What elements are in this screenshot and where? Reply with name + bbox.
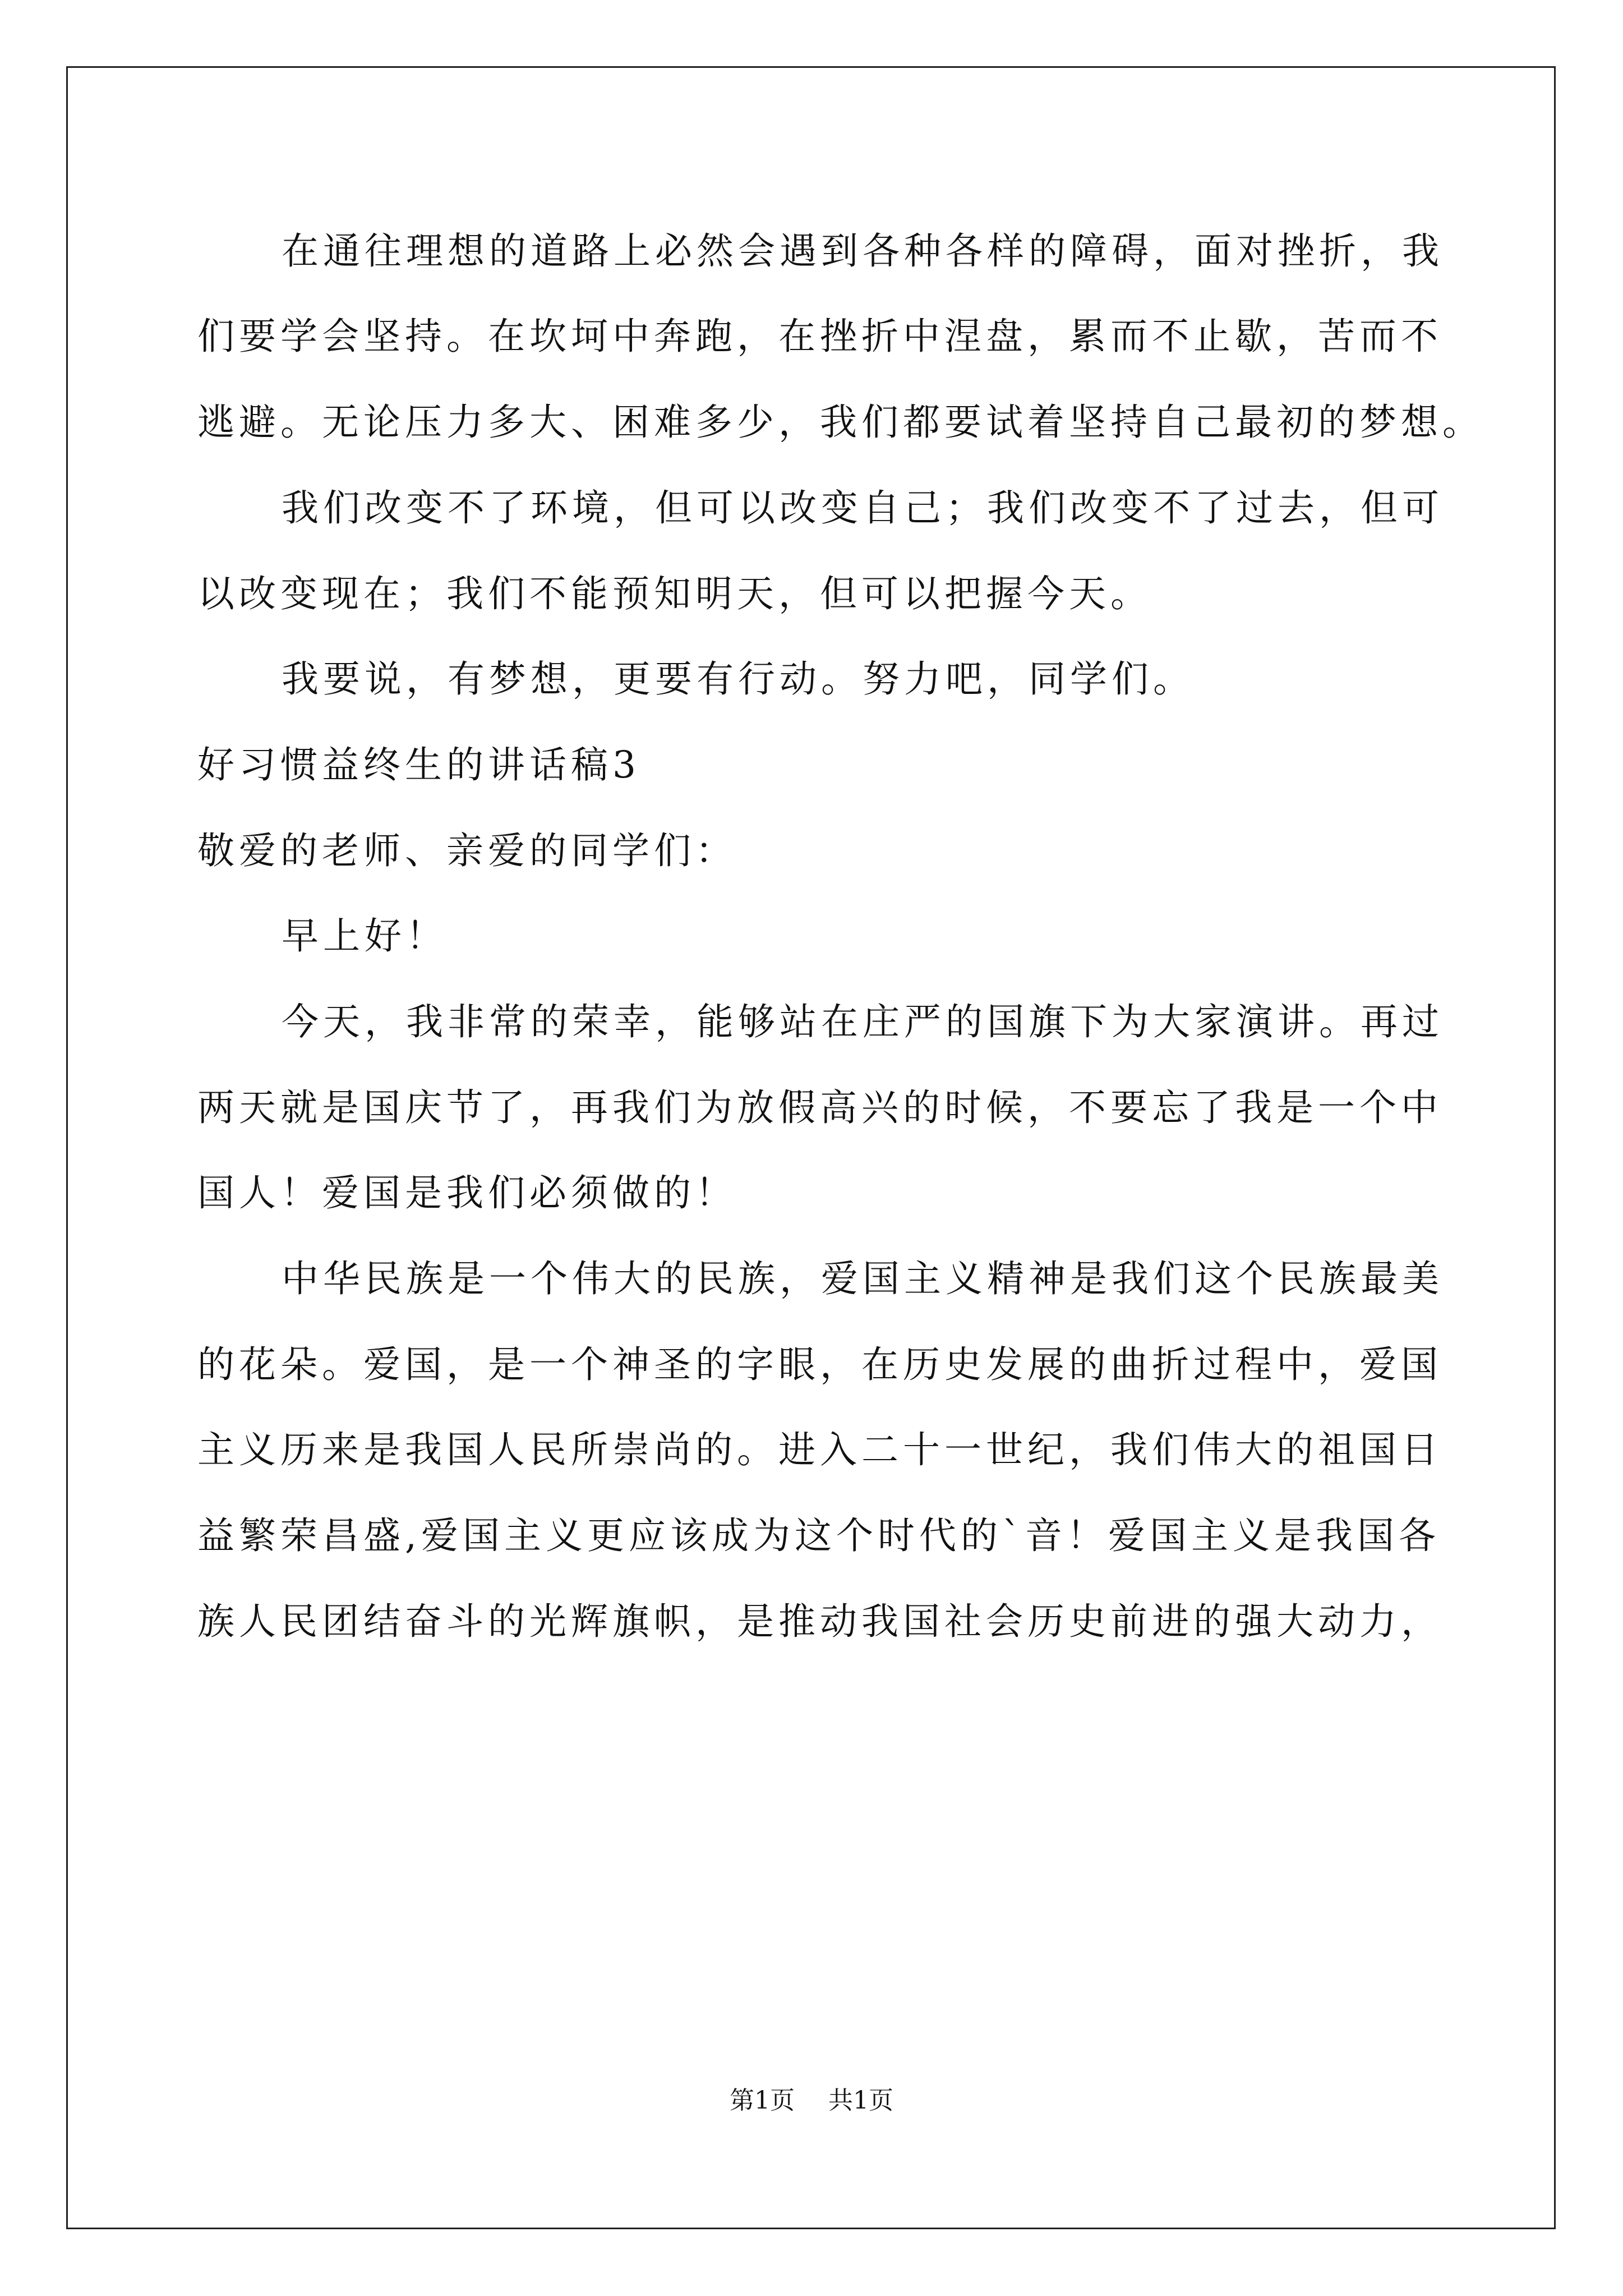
- paragraph-line: 们要学会坚持。在坎坷中奔跑，在挫折中涅盘，累而不止歇，苦而不: [197, 315, 1442, 358]
- paragraph-line: 以改变现在；我们不能预知明天，但可以把握今天。: [197, 572, 1152, 615]
- paragraph-line: 今天，我非常的荣幸，能够站在庄严的国旗下为大家演讲。再过: [282, 1000, 1444, 1043]
- paragraph-line: 的花朵。爱国，是一个神圣的字眼，在历史发展的曲折过程中，爱国: [197, 1343, 1442, 1386]
- salutation: 敬爱的老师、亲爱的同学们：: [197, 829, 737, 872]
- paragraph-line: 在通往理想的道路上必然会遇到各种各样的障碍，面对挫折，我: [282, 229, 1444, 273]
- paragraph-line: 国人！爱国是我们必须做的！: [197, 1171, 737, 1214]
- greeting: 早上好！: [282, 914, 448, 958]
- paragraph-line: 两天就是国庆节了，再我们为放假高兴的时候，不要忘了我是一个中: [197, 1086, 1442, 1129]
- paragraph-line: 主义历来是我国人民所崇尚的。进入二十一世纪，我们伟大的祖国日: [197, 1428, 1442, 1471]
- page-footer: [0, 2086, 1623, 2116]
- paragraph-line: 我们改变不了环境，但可以改变自己；我们改变不了过去，但可: [282, 486, 1444, 530]
- paragraph-line: 中华民族是一个伟大的民族，爱国主义精神是我们这个民族最美: [282, 1257, 1444, 1300]
- paragraph-line: 益繁荣昌盛,爱国主义更应该成为这个时代的`音！爱国主义是我国各: [197, 1514, 1440, 1557]
- page-total: 共1页: [828, 2086, 893, 2115]
- page-border: [66, 66, 1556, 2229]
- page-number: 第1页: [730, 2086, 795, 2115]
- paragraph-line: 逃避。无论压力多大、困难多少，我们都要试着坚持自己最初的梦想。: [197, 401, 1484, 444]
- paragraph-line: 族人民团结奋斗的光辉旗帜，是推动我国社会历史前进的强大动力，: [197, 1600, 1442, 1643]
- paragraph-line: 我要说，有梦想，更要有行动。努力吧，同学们。: [282, 657, 1195, 701]
- section-title: 好习惯益终生的讲话稿3: [197, 743, 640, 786]
